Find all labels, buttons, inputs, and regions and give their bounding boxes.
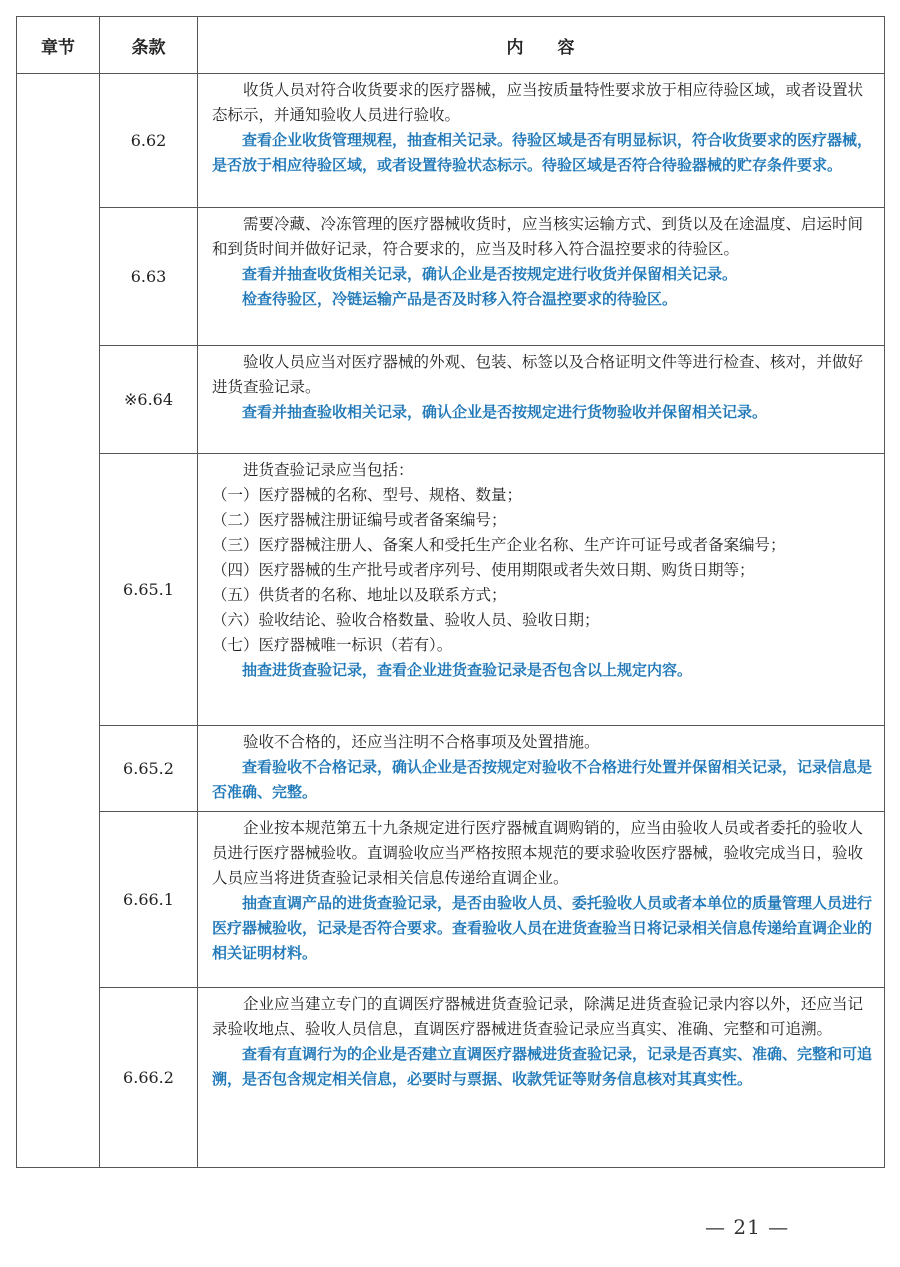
requirement-list-item: （二）医疗器械注册证编号或者备案编号； [212,511,507,529]
requirement-text: 验收不合格的，还应当注明不合格事项及处置措施。 [243,733,600,751]
table-row [17,74,885,208]
requirement-list-item: （一）医疗器械的名称、型号、规格、数量； [212,486,523,504]
clause-content [198,454,885,726]
page-number: — 21 — [705,1215,790,1239]
inspection-method-text: 查看验收不合格记录，确认企业是否按规定对验收不合格进行处置并保留相关记录，记录信息是否准确、完整。 [212,758,873,801]
requirement-text: 企业按本规范第五十九条规定进行医疗器械直调购销的，应当由验收人员或者委托的验收人员进行医疗器械验收。直调验收应当严格按照本规范的要求验收医疗器械，验收完成当日，验收人员应当将进货查验记录相关信息传递给直调企业。 [212,819,864,887]
requirement-list-item: （三）医疗器械注册人、备案人和受托生产企业名称、生产许可证号或者备案编号； [212,536,786,554]
clause-content [198,74,885,208]
inspection-method-text: 抽查直调产品的进货查验记录，是否由验收人员、委托验收人员或者本单位的质量管理人员进行医疗器械验收，记录是否符合要求。查看验收人员在进货查验当日将记录相关信息传递给直调企业的相关证明材料。 [212,894,873,962]
requirement-list-item: （七）医疗器械唯一标识（若有）。 [212,636,453,654]
requirement-text: 进货查验记录应当包括： [243,461,414,479]
inspection-method-text: 查看企业收货管理规程，抽查相关记录。待验区域是否有明显标识，符合收货要求的医疗器械，是否放于相应待验区域，或者设置待验状态标示。待验区域是否符合待验器械的贮存条件要求。 [212,131,873,174]
inspection-method-text: 查看并抽查验收相关记录，确认企业是否按规定进行货物验收并保留相关记录。 [242,403,768,421]
requirement-text: 需要冷藏、冷冻管理的医疗器械收货时，应当核实运输方式、到货以及在途温度、启运时间和到货时间并做好记录，符合要求的，应当及时移入符合温控要求的待验区。 [212,215,864,258]
clause-number: 6.66.2 [100,988,198,1168]
clause-content [198,208,885,346]
inspection-method-text: 查看有直调行为的企业是否建立直调医疗器械进货查验记录，记录是否真实、准确、完整和可追溯，是否包含规定相关信息，必要时与票据、收款凭证等财务信息核对其真实性。 [212,1045,873,1088]
clause-content [198,346,885,454]
chapter-cell [17,74,100,1168]
clause-content [198,812,885,988]
requirement-list-item: （六）验收结论、验收合格数量、验收人员、验收日期； [212,611,600,629]
requirement-text: 企业应当建立专门的直调医疗器械进货查验记录，除满足进货查验记录内容以外，还应当记录验收地点、验收人员信息，直调医疗器械进货查验记录应当真实、准确、完整和可追溯。 [212,995,864,1038]
requirement-list-item: （五）供货者的名称、地址以及联系方式； [212,586,507,604]
inspection-method-text: 检查待验区，冷链运输产品是否及时移入符合温控要求的待验区。 [242,290,678,308]
table-row [17,988,885,1168]
inspection-method-text: 抽查进货查验记录，查看企业进货查验记录是否包含以上规定内容。 [242,661,693,679]
table-header-row [17,17,885,74]
header-chapter: 章节 [17,17,100,74]
clause-content [198,988,885,1168]
requirement-text: 验收人员应当对医疗器械的外观、包装、标签以及合格证明文件等进行检查、核对，并做好进货查验记录。 [212,353,864,396]
table-row [17,346,885,454]
clause-number: 6.63 [100,208,198,346]
table-row [17,812,885,988]
inspection-method-text: 查看并抽查收货相关记录，确认企业是否按规定进行收货并保留相关记录。 [242,265,738,283]
requirement-list-item: （四）医疗器械的生产批号或者序列号、使用期限或者失效日期、购货日期等； [212,561,755,579]
header-clause: 条款 [100,17,198,74]
table-row [17,726,885,812]
clause-number: ※6.64 [100,346,198,454]
table-row [17,454,885,726]
clause-number: 6.65.2 [100,726,198,812]
clause-number: 6.65.1 [100,454,198,726]
table-row [17,208,885,346]
clause-number: 6.66.1 [100,812,198,988]
requirement-text: 收货人员对符合收货要求的医疗器械，应当按质量特性要求放于相应待验区域，或者设置状态标示，并通知验收人员进行验收。 [212,81,864,124]
standard-clause-table [16,16,885,1168]
clause-content [198,726,885,812]
clause-number: 6.62 [100,74,198,208]
header-content: 内容 [198,17,885,74]
